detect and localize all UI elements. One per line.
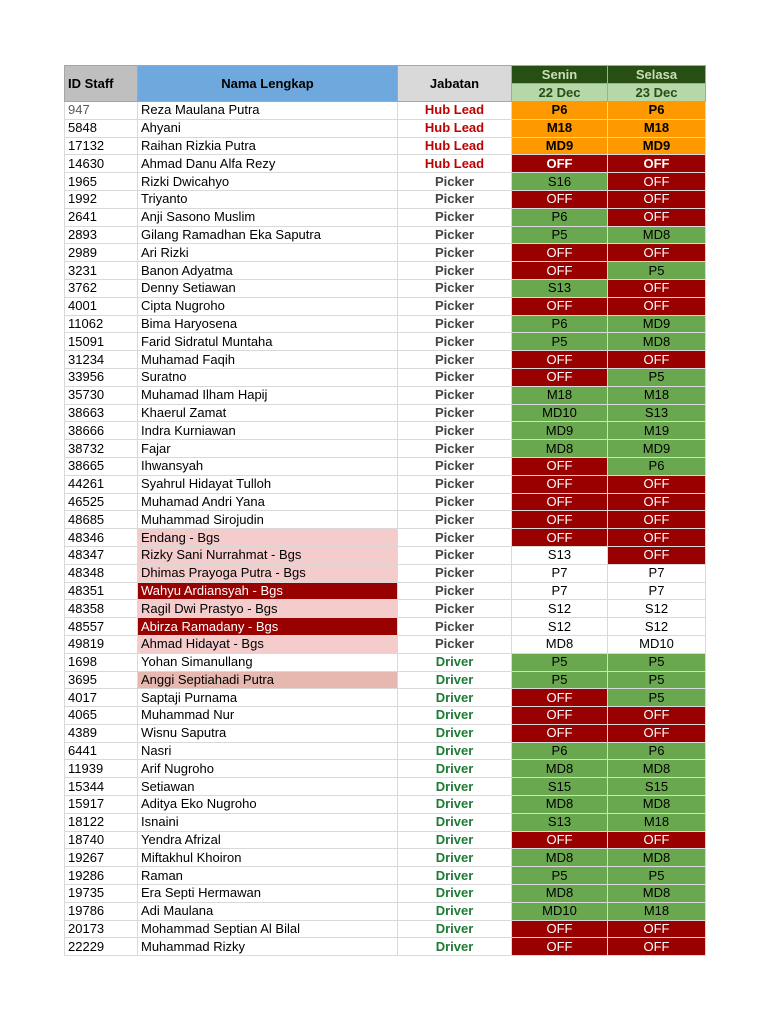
table-row <box>65 564 706 582</box>
table-row <box>65 600 706 618</box>
cell-nama-lengkap[interactable]: Muhammad Rizky <box>138 938 398 956</box>
cell-id-staff[interactable]: 15091 <box>65 333 138 351</box>
cell-shift-day-2[interactable]: P5 <box>608 368 706 386</box>
cell-shift-day-1[interactable]: P5 <box>512 653 608 671</box>
cell-shift-day-1[interactable]: P6 <box>512 102 608 120</box>
cell-id-staff[interactable]: 5848 <box>65 119 138 137</box>
table-row <box>65 618 706 636</box>
table-row <box>65 493 706 511</box>
cell-jabatan[interactable]: Driver <box>398 867 512 885</box>
cell-jabatan[interactable]: Driver <box>398 902 512 920</box>
cell-nama-lengkap[interactable]: Denny Setiawan <box>138 279 398 297</box>
cell-nama-lengkap[interactable]: Saptaji Purnama <box>138 689 398 707</box>
cell-shift-day-1[interactable]: M18 <box>512 119 608 137</box>
cell-nama-lengkap[interactable]: Muhamad Ilham Hapij <box>138 386 398 404</box>
cell-jabatan[interactable]: Picker <box>398 582 512 600</box>
cell-jabatan[interactable]: Picker <box>398 422 512 440</box>
cell-nama-lengkap[interactable]: Cipta Nugroho <box>138 297 398 315</box>
cell-shift-day-2[interactable]: S12 <box>608 600 706 618</box>
table-row <box>65 529 706 547</box>
cell-id-staff[interactable]: 48685 <box>65 511 138 529</box>
cell-jabatan[interactable]: Picker <box>398 226 512 244</box>
cell-jabatan[interactable]: Picker <box>398 493 512 511</box>
cell-nama-lengkap[interactable]: Mohammad Septian Al Bilal <box>138 920 398 938</box>
cell-jabatan[interactable]: Driver <box>398 920 512 938</box>
table-row <box>65 351 706 369</box>
table-row <box>65 867 706 885</box>
table-row <box>65 511 706 529</box>
header-nama-lengkap[interactable]: Nama Lengkap <box>138 66 398 102</box>
cell-shift-day-2[interactable]: P7 <box>608 564 706 582</box>
header-date-2[interactable]: 23 Dec <box>608 84 706 102</box>
cell-nama-lengkap[interactable]: Khaerul Zamat <box>138 404 398 422</box>
table-row <box>65 724 706 742</box>
cell-nama-lengkap[interactable]: Miftakhul Khoiron <box>138 849 398 867</box>
cell-shift-day-2[interactable]: S12 <box>608 618 706 636</box>
table-row <box>65 582 706 600</box>
cell-shift-day-1[interactable]: P5 <box>512 333 608 351</box>
table-row <box>65 653 706 671</box>
table-row <box>65 849 706 867</box>
cell-id-staff[interactable]: 48347 <box>65 546 138 564</box>
cell-shift-day-1[interactable]: OFF <box>512 368 608 386</box>
cell-jabatan[interactable]: Driver <box>398 742 512 760</box>
cell-jabatan[interactable]: Picker <box>398 618 512 636</box>
cell-nama-lengkap[interactable]: Suratno <box>138 368 398 386</box>
cell-shift-day-2[interactable]: OFF <box>608 208 706 226</box>
table-row <box>65 689 706 707</box>
cell-jabatan[interactable]: Picker <box>398 457 512 475</box>
cell-shift-day-2[interactable]: MD8 <box>608 885 706 903</box>
cell-jabatan[interactable]: Picker <box>398 440 512 458</box>
header-jabatan[interactable]: Jabatan <box>398 66 512 102</box>
table-row <box>65 173 706 191</box>
cell-jabatan[interactable]: Driver <box>398 760 512 778</box>
cell-id-staff[interactable]: 38663 <box>65 404 138 422</box>
cell-shift-day-1[interactable]: OFF <box>512 689 608 707</box>
cell-nama-lengkap[interactable]: Endang - Bgs <box>138 529 398 547</box>
cell-id-staff[interactable]: 20173 <box>65 920 138 938</box>
cell-nama-lengkap[interactable]: Abirza Ramadany - Bgs <box>138 618 398 636</box>
cell-nama-lengkap[interactable]: Fajar <box>138 440 398 458</box>
cell-shift-day-1[interactable]: MD10 <box>512 404 608 422</box>
cell-shift-day-2[interactable]: OFF <box>608 155 706 173</box>
table-row <box>65 155 706 173</box>
table-row <box>65 440 706 458</box>
table-row <box>65 190 706 208</box>
table-row <box>65 796 706 814</box>
cell-jabatan[interactable]: Picker <box>398 475 512 493</box>
cell-nama-lengkap[interactable]: Yohan Simanullang <box>138 653 398 671</box>
cell-nama-lengkap[interactable]: Ahmad Danu Alfa Rezy <box>138 155 398 173</box>
cell-jabatan[interactable]: Picker <box>398 173 512 191</box>
cell-jabatan[interactable]: Driver <box>398 778 512 796</box>
table-row <box>65 635 706 653</box>
cell-id-staff[interactable]: 31234 <box>65 351 138 369</box>
cell-nama-lengkap[interactable]: Adi Maulana <box>138 902 398 920</box>
cell-jabatan[interactable]: Hub Lead <box>398 102 512 120</box>
cell-id-staff[interactable]: 44261 <box>65 475 138 493</box>
cell-jabatan[interactable]: Picker <box>398 635 512 653</box>
table-row <box>65 742 706 760</box>
cell-shift-day-1[interactable]: OFF <box>512 920 608 938</box>
cell-shift-day-2[interactable]: MD9 <box>608 315 706 333</box>
cell-id-staff[interactable]: 15344 <box>65 778 138 796</box>
table-row <box>65 262 706 280</box>
table-row <box>65 333 706 351</box>
cell-jabatan[interactable]: Hub Lead <box>398 155 512 173</box>
cell-id-staff[interactable]: 19735 <box>65 885 138 903</box>
cell-shift-day-2[interactable]: P5 <box>608 867 706 885</box>
cell-nama-lengkap[interactable]: Ihwansyah <box>138 457 398 475</box>
cell-jabatan[interactable]: Picker <box>398 546 512 564</box>
cell-id-staff[interactable]: 48351 <box>65 582 138 600</box>
table-row <box>65 297 706 315</box>
cell-shift-day-1[interactable]: MD8 <box>512 440 608 458</box>
cell-shift-day-1[interactable]: OFF <box>512 262 608 280</box>
cell-shift-day-2[interactable]: MD9 <box>608 440 706 458</box>
cell-shift-day-1[interactable]: P7 <box>512 564 608 582</box>
table-row <box>65 885 706 903</box>
cell-jabatan[interactable]: Driver <box>398 724 512 742</box>
table-row <box>65 546 706 564</box>
cell-jabatan[interactable]: Picker <box>398 351 512 369</box>
table-row <box>65 902 706 920</box>
cell-shift-day-2[interactable]: MD8 <box>608 849 706 867</box>
cell-shift-day-1[interactable]: MD9 <box>512 422 608 440</box>
cell-jabatan[interactable]: Hub Lead <box>398 137 512 155</box>
cell-shift-day-2[interactable]: P6 <box>608 102 706 120</box>
cell-jabatan[interactable]: Picker <box>398 244 512 262</box>
cell-nama-lengkap[interactable]: Wahyu Ardiansyah - Bgs <box>138 582 398 600</box>
cell-shift-day-1[interactable]: OFF <box>512 297 608 315</box>
cell-nama-lengkap[interactable]: Dhimas Prayoga Putra - Bgs <box>138 564 398 582</box>
cell-shift-day-1[interactable]: MD8 <box>512 796 608 814</box>
cell-nama-lengkap[interactable]: Rizki Dwicahyo <box>138 173 398 191</box>
cell-id-staff[interactable]: 4017 <box>65 689 138 707</box>
cell-nama-lengkap[interactable]: Indra Kurniawan <box>138 422 398 440</box>
cell-shift-day-2[interactable]: MD8 <box>608 333 706 351</box>
cell-shift-day-1[interactable]: OFF <box>512 831 608 849</box>
cell-shift-day-1[interactable]: P6 <box>512 315 608 333</box>
cell-shift-day-2[interactable]: MD9 <box>608 137 706 155</box>
cell-shift-day-2[interactable]: OFF <box>608 351 706 369</box>
cell-id-staff[interactable]: 2893 <box>65 226 138 244</box>
cell-shift-day-1[interactable]: OFF <box>512 475 608 493</box>
cell-shift-day-1[interactable]: P5 <box>512 867 608 885</box>
cell-shift-day-2[interactable]: OFF <box>608 511 706 529</box>
table-row <box>65 102 706 120</box>
cell-shift-day-1[interactable]: S15 <box>512 778 608 796</box>
cell-shift-day-1[interactable]: P6 <box>512 208 608 226</box>
table-row <box>65 938 706 956</box>
cell-shift-day-1[interactable]: OFF <box>512 493 608 511</box>
cell-jabatan[interactable]: Driver <box>398 831 512 849</box>
cell-id-staff[interactable]: 38665 <box>65 457 138 475</box>
cell-nama-lengkap[interactable]: Ahyani <box>138 119 398 137</box>
cell-shift-day-1[interactable]: S12 <box>512 600 608 618</box>
cell-shift-day-2[interactable]: OFF <box>608 920 706 938</box>
cell-shift-day-2[interactable]: OFF <box>608 529 706 547</box>
cell-shift-day-1[interactable]: P7 <box>512 582 608 600</box>
cell-shift-day-1[interactable]: MD8 <box>512 760 608 778</box>
cell-shift-day-1[interactable]: MD10 <box>512 902 608 920</box>
cell-shift-day-1[interactable]: S13 <box>512 279 608 297</box>
table-row <box>65 137 706 155</box>
cell-jabatan[interactable]: Picker <box>398 511 512 529</box>
cell-jabatan[interactable]: Picker <box>398 564 512 582</box>
cell-jabatan[interactable]: Driver <box>398 707 512 725</box>
cell-shift-day-2[interactable]: P6 <box>608 742 706 760</box>
table-body <box>65 102 706 956</box>
cell-id-staff[interactable]: 3231 <box>65 262 138 280</box>
table-row <box>65 119 706 137</box>
cell-nama-lengkap[interactable]: Aditya Eko Nugroho <box>138 796 398 814</box>
table-row <box>65 778 706 796</box>
cell-nama-lengkap[interactable]: Triyanto <box>138 190 398 208</box>
cell-shift-day-2[interactable]: P5 <box>608 653 706 671</box>
cell-nama-lengkap[interactable]: Muhamad Andri Yana <box>138 493 398 511</box>
cell-id-staff[interactable]: 4065 <box>65 707 138 725</box>
cell-id-staff[interactable]: 14630 <box>65 155 138 173</box>
cell-shift-day-2[interactable]: M19 <box>608 422 706 440</box>
cell-shift-day-1[interactable]: S13 <box>512 813 608 831</box>
cell-id-staff[interactable]: 11939 <box>65 760 138 778</box>
header-day-1[interactable]: Senin <box>512 66 608 84</box>
cell-nama-lengkap[interactable]: Arif Nugroho <box>138 760 398 778</box>
cell-nama-lengkap[interactable]: Nasri <box>138 742 398 760</box>
table-row <box>65 244 706 262</box>
cell-jabatan[interactable]: Picker <box>398 404 512 422</box>
cell-jabatan[interactable]: Driver <box>398 671 512 689</box>
cell-id-staff[interactable]: 1992 <box>65 190 138 208</box>
cell-id-staff[interactable]: 33956 <box>65 368 138 386</box>
cell-shift-day-2[interactable]: OFF <box>608 244 706 262</box>
cell-id-staff[interactable]: 1965 <box>65 173 138 191</box>
cell-jabatan[interactable]: Picker <box>398 208 512 226</box>
cell-shift-day-2[interactable]: OFF <box>608 831 706 849</box>
cell-id-staff[interactable]: 1698 <box>65 653 138 671</box>
cell-jabatan[interactable]: Picker <box>398 333 512 351</box>
cell-shift-day-1[interactable]: OFF <box>512 529 608 547</box>
cell-nama-lengkap[interactable]: Setiawan <box>138 778 398 796</box>
cell-jabatan[interactable]: Driver <box>398 938 512 956</box>
cell-shift-day-2[interactable]: MD8 <box>608 796 706 814</box>
cell-shift-day-2[interactable]: MD8 <box>608 760 706 778</box>
table-row <box>65 404 706 422</box>
cell-nama-lengkap[interactable]: Isnaini <box>138 813 398 831</box>
cell-shift-day-1[interactable]: P5 <box>512 226 608 244</box>
cell-id-staff[interactable]: 19267 <box>65 849 138 867</box>
cell-shift-day-2[interactable]: OFF <box>608 297 706 315</box>
cell-nama-lengkap[interactable]: Banon Adyatma <box>138 262 398 280</box>
cell-shift-day-1[interactable]: S13 <box>512 546 608 564</box>
cell-shift-day-1[interactable]: OFF <box>512 707 608 725</box>
cell-shift-day-1[interactable]: OFF <box>512 724 608 742</box>
cell-jabatan[interactable]: Picker <box>398 297 512 315</box>
cell-shift-day-1[interactable]: MD8 <box>512 849 608 867</box>
table-row <box>65 457 706 475</box>
cell-shift-day-2[interactable]: MD8 <box>608 226 706 244</box>
cell-id-staff[interactable]: 15917 <box>65 796 138 814</box>
cell-shift-day-2[interactable]: OFF <box>608 938 706 956</box>
cell-shift-day-2[interactable]: OFF <box>608 546 706 564</box>
cell-id-staff[interactable]: 38666 <box>65 422 138 440</box>
cell-jabatan[interactable]: Picker <box>398 315 512 333</box>
cell-shift-day-2[interactable]: P5 <box>608 689 706 707</box>
cell-shift-day-1[interactable]: P6 <box>512 742 608 760</box>
header-day-2[interactable]: Selasa <box>608 66 706 84</box>
cell-shift-day-1[interactable]: MD8 <box>512 885 608 903</box>
table-row <box>65 279 706 297</box>
cell-nama-lengkap[interactable]: Yendra Afrizal <box>138 831 398 849</box>
table-row <box>65 422 706 440</box>
header-date-1[interactable]: 22 Dec <box>512 84 608 102</box>
table-row <box>65 920 706 938</box>
cell-nama-lengkap[interactable]: Anggi Septiahadi Putra <box>138 671 398 689</box>
cell-nama-lengkap[interactable]: Ahmad Hidayat - Bgs <box>138 635 398 653</box>
cell-shift-day-2[interactable]: OFF <box>608 707 706 725</box>
cell-id-staff[interactable]: 18122 <box>65 813 138 831</box>
cell-nama-lengkap[interactable]: Raman <box>138 867 398 885</box>
cell-nama-lengkap[interactable]: Muhamad Faqih <box>138 351 398 369</box>
cell-nama-lengkap[interactable]: Rizky Sani Nurrahmat - Bgs <box>138 546 398 564</box>
cell-jabatan[interactable]: Driver <box>398 653 512 671</box>
table-row <box>65 707 706 725</box>
cell-jabatan[interactable]: Picker <box>398 262 512 280</box>
cell-shift-day-2[interactable]: P6 <box>608 457 706 475</box>
cell-id-staff[interactable]: 48348 <box>65 564 138 582</box>
table-row <box>65 671 706 689</box>
cell-jabatan[interactable]: Driver <box>398 885 512 903</box>
cell-nama-lengkap[interactable]: Gilang Ramadhan Eka Saputra <box>138 226 398 244</box>
cell-shift-day-1[interactable]: M18 <box>512 386 608 404</box>
header-id-staff[interactable]: ID Staff <box>65 66 138 102</box>
cell-shift-day-1[interactable]: OFF <box>512 351 608 369</box>
table-row <box>65 208 706 226</box>
cell-shift-day-2[interactable]: M18 <box>608 902 706 920</box>
cell-nama-lengkap[interactable]: Muhammad Nur <box>138 707 398 725</box>
cell-id-staff[interactable]: 19786 <box>65 902 138 920</box>
cell-shift-day-1[interactable]: S12 <box>512 618 608 636</box>
cell-shift-day-2[interactable]: P7 <box>608 582 706 600</box>
cell-shift-day-1[interactable]: OFF <box>512 244 608 262</box>
cell-nama-lengkap[interactable]: Reza Maulana Putra <box>138 102 398 120</box>
table-row <box>65 760 706 778</box>
cell-shift-day-1[interactable]: P5 <box>512 671 608 689</box>
cell-id-staff[interactable]: 2989 <box>65 244 138 262</box>
cell-jabatan[interactable]: Driver <box>398 849 512 867</box>
cell-nama-lengkap[interactable]: Anji Sasono Muslim <box>138 208 398 226</box>
schedule-table <box>64 65 706 956</box>
cell-nama-lengkap[interactable]: Ragil Dwi Prastyo - Bgs <box>138 600 398 618</box>
cell-nama-lengkap[interactable]: Farid Sidratul Muntaha <box>138 333 398 351</box>
cell-nama-lengkap[interactable]: Syahrul Hidayat Tulloh <box>138 475 398 493</box>
table-row <box>65 386 706 404</box>
cell-id-staff[interactable]: 22229 <box>65 938 138 956</box>
cell-id-staff[interactable]: 48346 <box>65 529 138 547</box>
cell-shift-day-1[interactable]: OFF <box>512 938 608 956</box>
cell-nama-lengkap[interactable]: Ari Rizki <box>138 244 398 262</box>
cell-nama-lengkap[interactable]: Wisnu Saputra <box>138 724 398 742</box>
cell-id-staff[interactable]: 18740 <box>65 831 138 849</box>
cell-jabatan[interactable]: Hub Lead <box>398 119 512 137</box>
cell-shift-day-1[interactable]: OFF <box>512 155 608 173</box>
cell-shift-day-1[interactable]: OFF <box>512 457 608 475</box>
table-row <box>65 831 706 849</box>
cell-jabatan[interactable]: Picker <box>398 279 512 297</box>
table-row <box>65 226 706 244</box>
cell-shift-day-2[interactable]: OFF <box>608 279 706 297</box>
cell-nama-lengkap[interactable]: Raihan Rizkia Putra <box>138 137 398 155</box>
table-header <box>65 66 706 102</box>
cell-id-staff[interactable]: 4001 <box>65 297 138 315</box>
cell-jabatan[interactable]: Picker <box>398 190 512 208</box>
cell-nama-lengkap[interactable]: Muhammad Sirojudin <box>138 511 398 529</box>
cell-shift-day-2[interactable]: OFF <box>608 493 706 511</box>
cell-shift-day-1[interactable]: OFF <box>512 190 608 208</box>
cell-jabatan[interactable]: Driver <box>398 796 512 814</box>
cell-shift-day-2[interactable]: S15 <box>608 778 706 796</box>
cell-jabatan[interactable]: Driver <box>398 689 512 707</box>
cell-id-staff[interactable]: 48557 <box>65 618 138 636</box>
cell-id-staff[interactable]: 947 <box>65 102 138 120</box>
cell-shift-day-2[interactable]: M18 <box>608 386 706 404</box>
cell-jabatan[interactable]: Picker <box>398 600 512 618</box>
cell-id-staff[interactable]: 49819 <box>65 635 138 653</box>
table-row <box>65 475 706 493</box>
cell-id-staff[interactable]: 6441 <box>65 742 138 760</box>
cell-shift-day-1[interactable]: MD9 <box>512 137 608 155</box>
cell-id-staff[interactable]: 4389 <box>65 724 138 742</box>
cell-shift-day-2[interactable]: MD10 <box>608 635 706 653</box>
cell-id-staff[interactable]: 46525 <box>65 493 138 511</box>
cell-id-staff[interactable]: 2641 <box>65 208 138 226</box>
cell-shift-day-2[interactable]: OFF <box>608 190 706 208</box>
table-row <box>65 813 706 831</box>
table-row <box>65 315 706 333</box>
cell-nama-lengkap[interactable]: Bima Haryosena <box>138 315 398 333</box>
cell-shift-day-2[interactable]: S13 <box>608 404 706 422</box>
cell-shift-day-2[interactable]: M18 <box>608 813 706 831</box>
cell-id-staff[interactable]: 48358 <box>65 600 138 618</box>
cell-shift-day-2[interactable]: P5 <box>608 262 706 280</box>
cell-id-staff[interactable]: 3762 <box>65 279 138 297</box>
cell-shift-day-1[interactable]: S16 <box>512 173 608 191</box>
cell-shift-day-1[interactable]: MD8 <box>512 635 608 653</box>
cell-id-staff[interactable]: 35730 <box>65 386 138 404</box>
cell-jabatan[interactable]: Picker <box>398 368 512 386</box>
cell-shift-day-2[interactable]: P5 <box>608 671 706 689</box>
header-row-days <box>65 66 706 84</box>
cell-shift-day-2[interactable]: M18 <box>608 119 706 137</box>
cell-id-staff[interactable]: 19286 <box>65 867 138 885</box>
cell-id-staff[interactable]: 38732 <box>65 440 138 458</box>
cell-jabatan[interactable]: Driver <box>398 813 512 831</box>
cell-nama-lengkap[interactable]: Era Septi Hermawan <box>138 885 398 903</box>
cell-shift-day-1[interactable]: OFF <box>512 511 608 529</box>
cell-id-staff[interactable]: 3695 <box>65 671 138 689</box>
cell-id-staff[interactable]: 17132 <box>65 137 138 155</box>
cell-jabatan[interactable]: Picker <box>398 529 512 547</box>
cell-shift-day-2[interactable]: OFF <box>608 475 706 493</box>
cell-shift-day-2[interactable]: OFF <box>608 173 706 191</box>
table-row <box>65 368 706 386</box>
cell-jabatan[interactable]: Picker <box>398 386 512 404</box>
cell-id-staff[interactable]: 11062 <box>65 315 138 333</box>
cell-shift-day-2[interactable]: OFF <box>608 724 706 742</box>
